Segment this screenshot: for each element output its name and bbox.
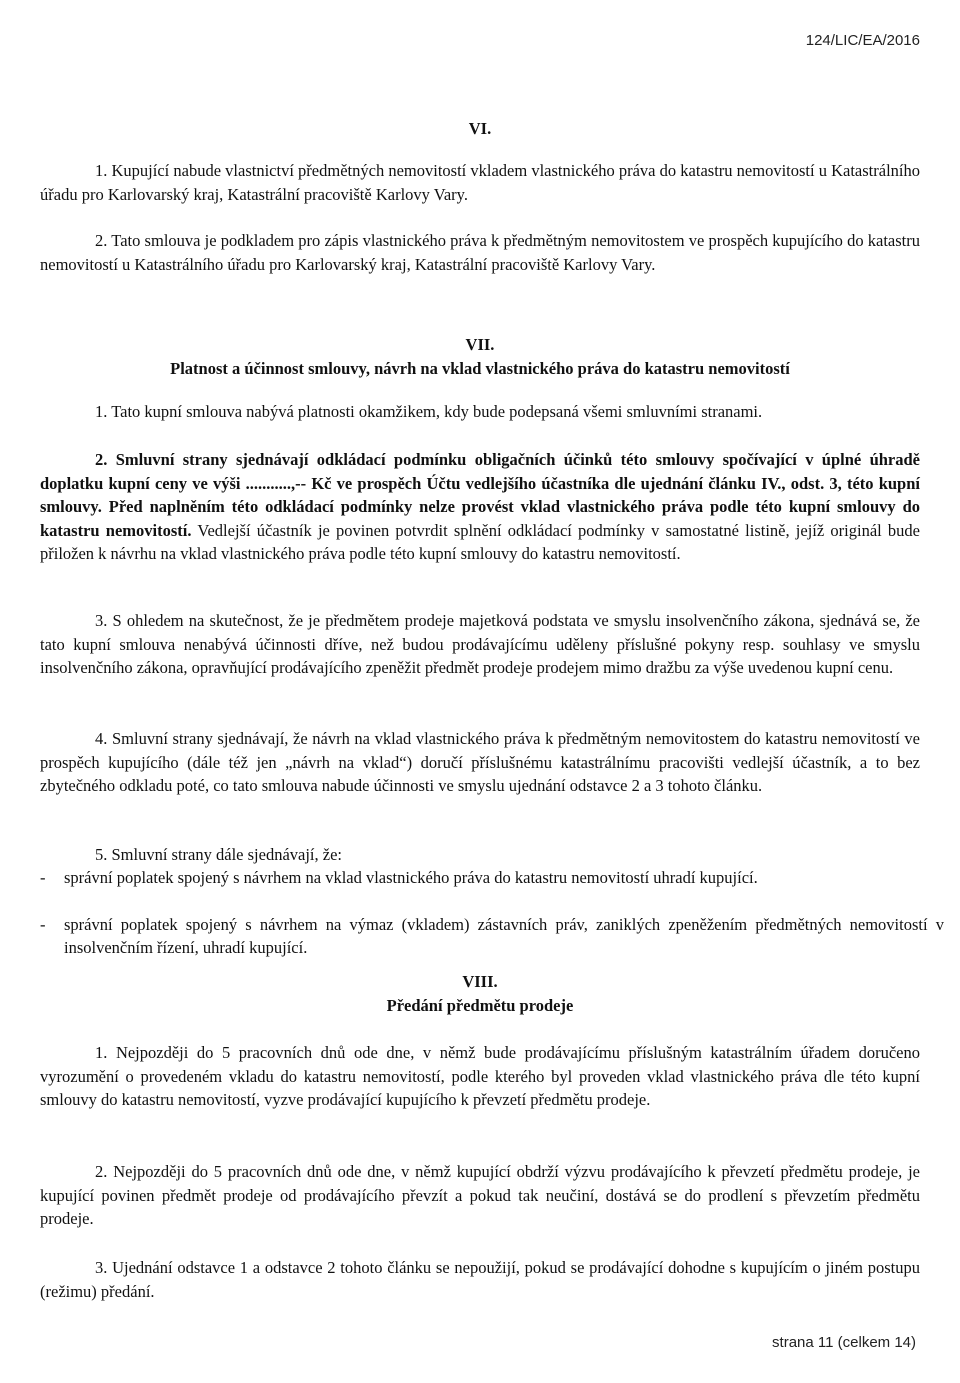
article-8-title: Předání předmětu prodeje	[386, 996, 574, 1015]
art7-p2-bold-part: 2. Smluvní strany sjednávají odkládací podmínku obligačních účinků této smlouvy spočívající v úplné úhradě doplatku kupní ceny ve výši ...........,-- Kč ve prospěch Účtu vedlejšího účastníka dle ujednání článku IV., odst. 3, této kupní smlouvy. Před naplněním této odkládací podmínky nelze provést vklad vlastnického práva podle této kupní smlouvy do katastru nemovitostí.	[40, 450, 920, 540]
art6-paragraph-1: 1. Kupující nabude vlastnictví předmětných nemovitostí vkladem vlastnického práva do katastru nemovitostí u Katastrálního úřadu pro Karlovarský kraj, Katastrální pracoviště Karlovy Vary.	[40, 161, 920, 204]
article-7-title: Platnost a účinnost smlouvy, návrh na vklad vlastnického práva do katastru nemovitostí	[170, 359, 790, 378]
art7-p2-rest: Vedlejší účastník je povinen potvrdit splnění odkládací podmínky v samostatné listině, jejíž originál bude přiložen k návrhu na vklad vlastnického práva podle této kupní smlouvy do katastru nemovitostí.	[40, 520, 920, 563]
dash-bullet: -	[40, 868, 46, 887]
dash-bullet: -	[40, 914, 46, 934]
page-footer: strana 11 (celkem 14)	[772, 1334, 916, 1351]
art6-paragraph-2: 2. Tato smlouva je podkladem pro zápis vlastnického práva k předmětným nemovitostem ve prospěch kupujícího do katastru nemovitostí u Katastrálního úřadu pro Karlovarský kraj, Katastrální pracoviště Karlovy Vary.	[40, 231, 920, 274]
dash-item-1-text: správní poplatek spojený s návrhem na vklad vlastnického práva do katastru nemovitostí uhradí kupující.	[64, 868, 758, 887]
art7-paragraph-2	[40, 448, 920, 566]
article-6-heading: VI.	[468, 119, 492, 138]
dash-item-2-text: správní poplatek spojený s návrhem na výmaz (vkladem) zástavních práv, zaniklých zpeněžením předmětných nemovitostí v insolvenčním řízení, uhradí kupující.	[64, 914, 944, 957]
document-body	[40, 0, 944, 1301]
art7-dash-item-2	[40, 913, 944, 960]
document-reference: 124/LIC/EA/2016	[805, 32, 920, 49]
art8-paragraph-2: 2. Nejpozději do 5 pracovních dnů ode dne, v němž kupující obdrží výzvu prodávajícího k převzetí předmětu prodeje, je kupující povinen předmět prodeje od prodávajícího převzít a pokud tak neučiní, dostává se do prodlení s převzetím předmětu prodeje.	[40, 1162, 920, 1228]
art7-paragraph-3: 3. S ohledem na skutečnost, že je předmětem prodeje majetková podstata ve smyslu insolvenčního zákona, sjednává se, že tato kupní smlouva nenabývá účinnosti dříve, než budou prodávajícímu uděleny příslušné pokyny resp. souhlasy ve smyslu insolvenčního zákona, opravňující prodávajícího zpeněžit předmět prodeje prodejem mimo dražbu za výše uvedenou kupní cenu.	[40, 611, 920, 677]
article-7-heading: VII.	[465, 335, 495, 354]
art8-paragraph-1: 1. Nejpozději do 5 pracovních dnů ode dne, v němž bude prodávajícímu příslušným katastrálním úřadem doručeno vyrozumění o provedeném vkladu do katastru nemovitostí, podle kterého byl proveden vklad vlastnického práva dle této kupní smlouvy do katastru nemovitostí, vyzve prodávající kupujícího k převzetí předmětu prodeje.	[40, 1043, 920, 1109]
art7-paragraph-5: 5. Smluvní strany dále sjednávají, že:	[95, 845, 342, 864]
art8-paragraph-3: 3. Ujednání odstavce 1 a odstavce 2 tohoto článku se nepoužijí, pokud se prodávající dohodne s kupujícím o jiném postupu (režimu) předání.	[40, 1258, 920, 1301]
article-8-heading: VIII.	[462, 972, 498, 991]
art7-paragraph-1: 1. Tato kupní smlouva nabývá platnosti okamžikem, kdy bude podepsaná všemi smluvními stranami.	[95, 402, 763, 421]
art7-dash-item-1	[40, 866, 944, 890]
art7-paragraph-4: 4. Smluvní strany sjednávají, že návrh na vklad vlastnického práva k předmětným nemovitostem do katastru nemovitostí ve prospěch kupujícího (dále též jen „návrh na vklad“) doručí příslušnému katastrálnímu pracovišti vedlejší účastník, a to bez zbytečného odkladu poté, co tato smlouva nabude účinnosti ve smyslu ujednání odstavce 2 a 3 tohoto článku.	[40, 729, 920, 795]
